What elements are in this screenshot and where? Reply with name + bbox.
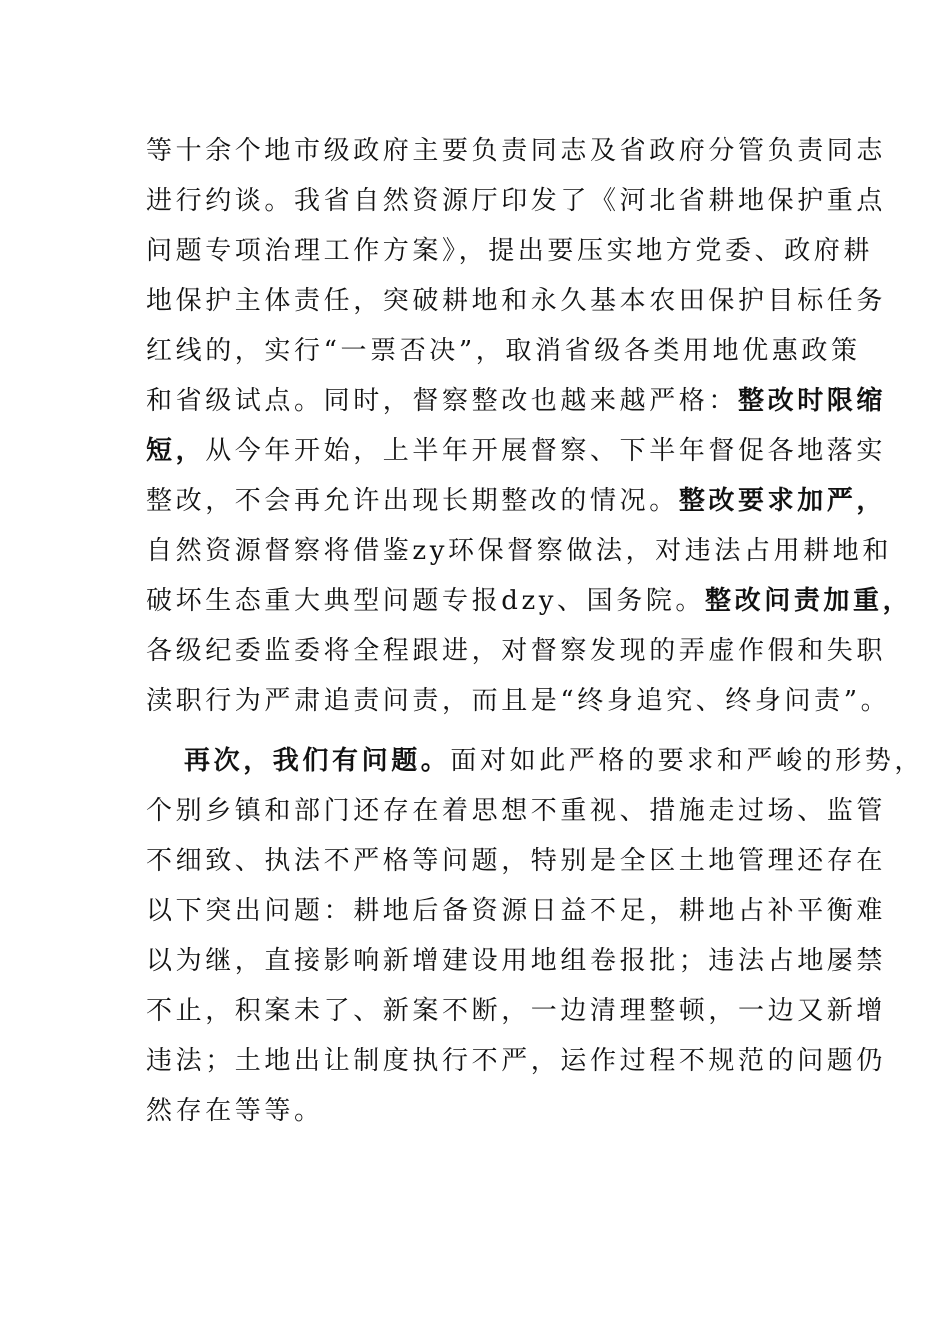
- text-span: 不止，积案未了、新案不断，一边清理整顿，一边又新增: [146, 996, 887, 1026]
- paragraph-1-line-6: [146, 386, 886, 416]
- paragraph-2-lead: 再次，我们有问题。: [184, 746, 451, 776]
- text-span: 违法；土地出让制度执行不严，运作过程不规范的问题仍: [146, 1046, 887, 1076]
- text-span: 地保护主体责任，突破耕地和永久基本农田保护目标任务: [146, 286, 887, 316]
- paragraph-2-line-6: [146, 996, 886, 1026]
- text-span: 渎职行为严肃追责问责，而且是“终身追究、终身问责”。: [146, 686, 891, 716]
- paragraph-1-line-4: [146, 286, 886, 316]
- text-span: 然存在等等。: [146, 1096, 324, 1126]
- text-span: 红线的，实行“一票否决”，取消省级各类用地优惠政策: [146, 336, 861, 366]
- text-span: 整改，不会再允许出现长期整改的情况。: [146, 486, 679, 516]
- paragraph-1-line-11: [146, 636, 886, 666]
- text-span: 从今年开始，上半年开展督察、下半年督促各地落实: [205, 436, 887, 466]
- paragraph-1-line-3: [146, 236, 873, 266]
- paragraph-2-line-3: [146, 846, 886, 876]
- text-span: 以为继，直接影响新增建设用地组卷报批；违法占地屡禁: [146, 946, 887, 976]
- paragraph-1-line-1: [146, 136, 886, 166]
- text-span: 个别乡镇和部门还存在着思想不重视、措施走过场、监管: [146, 796, 887, 826]
- paragraph-2-line-7: [146, 1046, 886, 1076]
- text-span: 和省级试点。同时，督察整改也越来越严格：: [146, 386, 739, 416]
- paragraph-2-line-8: [146, 1096, 324, 1126]
- text-span: 进行约谈。我省自然资源厅印发了《河北省耕地保护重点: [146, 186, 887, 216]
- paragraph-1-line-10: [146, 586, 912, 616]
- bold-text-span: 整改要求加严，: [678, 486, 887, 516]
- text-span: 不细致、执法不严格等问题，特别是全区土地管理还存在: [146, 846, 887, 876]
- paragraph-1-line-5: [146, 336, 861, 366]
- bold-text-span: 整改问责加重，: [705, 586, 913, 616]
- text-span: 各级纪委监委将全程跟进，对督察发现的弄虚作假和失职: [146, 636, 887, 666]
- text-span: 自然资源督察将借鉴zy环保督察做法，对违法占用耕地和: [146, 536, 892, 566]
- text-span: 问题专项治理工作方案》，提出要压实地方党委、政府耕: [146, 236, 874, 266]
- paragraph-1-line-2: [146, 186, 886, 216]
- bold-text-span: 短，: [146, 436, 206, 466]
- paragraph-1-line-8: [146, 486, 886, 516]
- paragraph-2-line-4: [146, 896, 886, 926]
- bold-text-span: 整改时限缩: [738, 386, 887, 416]
- text-span: 面对如此严格的要求和严峻的形势，: [450, 746, 925, 776]
- paragraph-1-line-12: [146, 686, 890, 716]
- text-span: 以下突出问题：耕地后备资源日益不足，耕地占补平衡难: [146, 896, 887, 926]
- paragraph-2-line-2: [146, 796, 886, 826]
- text-span: 等十余个地市级政府主要负责同志及省政府分管负责同志: [146, 136, 887, 166]
- paragraph-2-line-5: [146, 946, 886, 976]
- paragraph-1-line-9: [146, 536, 892, 566]
- paragraph-1-line-7: [146, 436, 886, 466]
- paragraph-2-line-1: [184, 746, 924, 776]
- text-span: 破坏生态重大典型问题专报dzy、国务院。: [146, 586, 706, 616]
